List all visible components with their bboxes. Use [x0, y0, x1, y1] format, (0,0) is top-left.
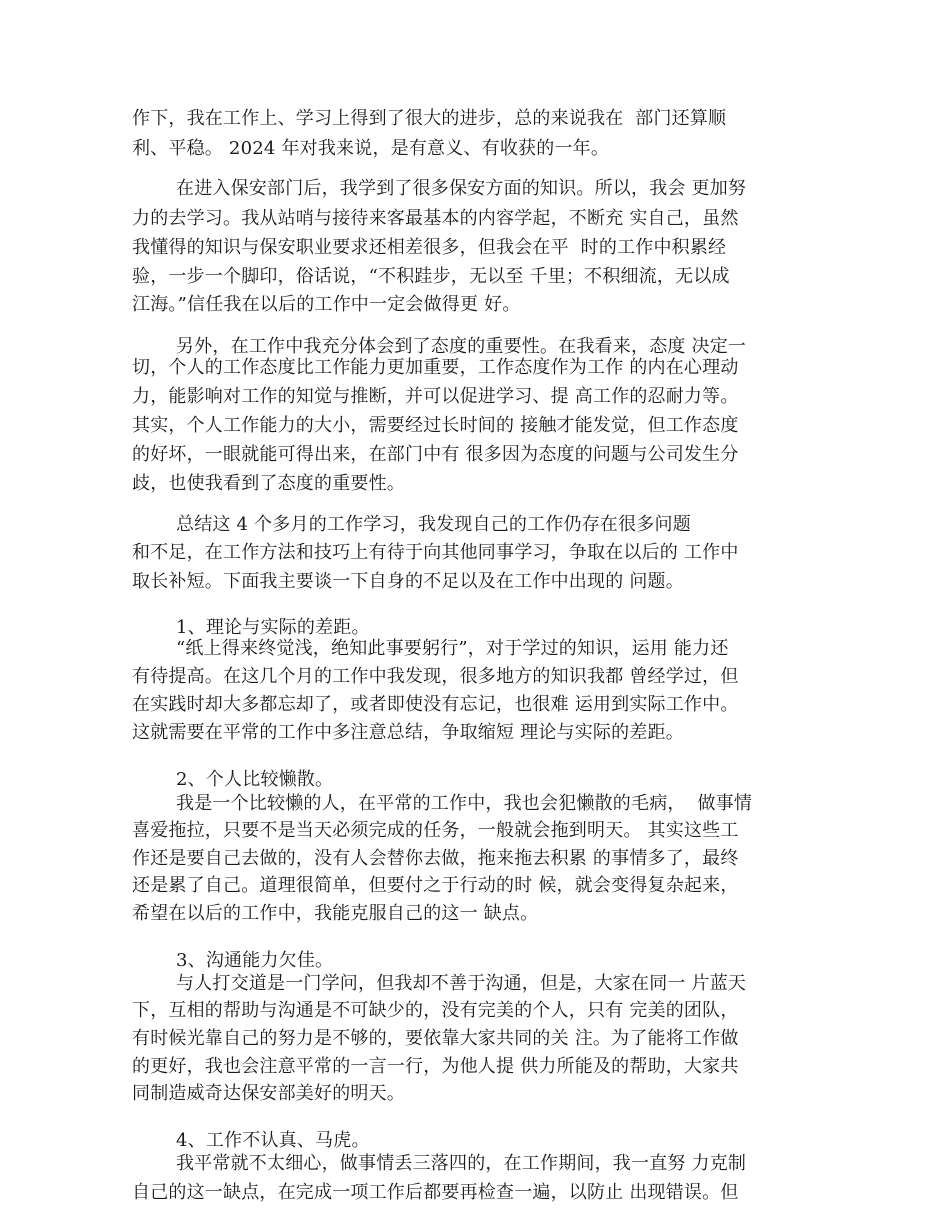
body-text-line: 希望在以后的工作中，我能克服自己的这一 缺点。 [132, 903, 539, 924]
body-text-line: 切，个人的工作态度比工作能力更加重要，工作态度作为工作 的内在心理动 [132, 357, 739, 378]
body-text-line: 还是累了自己。道理很简单，但要付之于行动的时 候，就会变得复杂起来， [132, 875, 739, 896]
body-text-line: 其实，个人工作能力的大小，需要经过长时间的 接触才能发觉，但工作态度 [132, 415, 739, 436]
body-text-line: 在进入保安部门后，我学到了很多保安方面的知识。所以，我会 更加努 [176, 178, 747, 199]
body-text-line: 利、平稳。 2024 年对我来说，是有意义、有收获的一年。 [132, 138, 610, 159]
body-text-line: 在实践时却大多都忘却了，或者即使没有忘记，也很难 运用到实际工作中。 [132, 694, 739, 715]
body-text-line: 力的去学习。我从站哨与接待来客最基本的内容学起，不断充 实自己，虽然 [132, 208, 739, 229]
body-text-line: 喜爱拖拉，只要不是当天必须完成的任务，一般就会拖到明天。 其实这些工 [132, 820, 739, 841]
body-text-line: 的更好，我也会注意平常的一言一行，为他人提 供力所能及的帮助，大家共 [132, 1056, 739, 1077]
body-text-line: 我懂得的知识与保安职业要求还相差很多，但我会在平 时的工作中积累经 [132, 237, 727, 258]
body-text-line: 江海。”信任我在以后的工作中一定会做得更 好。 [132, 294, 521, 315]
body-text-line: 另外，在工作中我充分体会到了态度的重要性。在我看来，态度 决定一 [176, 336, 747, 357]
body-text-line: 和不足，在工作方法和技巧上有待于向其他同事学习，争取在以后的 工作中 [132, 542, 739, 563]
section-heading: 3、沟通能力欠佳。 [176, 950, 334, 971]
body-text-line: 验，一步一个脚印，俗话说，“不积跬步，无以至 千里；不积细流，无以成 [132, 266, 730, 287]
body-text-line: 歧，也使我看到了态度的重要性。 [132, 473, 405, 494]
section-heading: 4、工作不认真、马虎。 [176, 1130, 370, 1151]
body-text-line: 我平常就不太细心，做事情丢三落四的，在工作期间，我一直努 力克制 [176, 1153, 747, 1174]
body-text-line: 总结这 4 个多月的工作学习，我发现自己的工作仍存在很多问题 [176, 514, 691, 535]
section-heading: 2、个人比较懒散。 [176, 769, 334, 790]
body-text-line: 作还是要自己去做的，没有人会替你去做，拖来拖去积累 的事情多了，最终 [132, 848, 739, 869]
body-text-line: 作下，我在工作上、学习上得到了很大的进步，总的来说我在 部门还算顺 [132, 108, 727, 129]
body-text-line: 的好坏，一眼就能可得出来，在部门中有 很多因为态度的问题与公司发生分 [132, 444, 739, 465]
body-text-line: 同制造威奇达保安部美好的明天。 [132, 1083, 405, 1104]
body-text-line: 有时候光靠自己的努力是不够的，要依靠大家共同的关 注。为了能将工作做 [132, 1028, 739, 1049]
body-text-line: 我是一个比较懒的人，在平常的工作中，我也会犯懒散的毛病， 做事情 [176, 793, 753, 814]
body-text-line: 力，能影响对工作的知觉与推断，并可以促进学习、提 高工作的忍耐力等。 [132, 386, 739, 407]
body-text-line: 自己的这一缺点，在完成一项工作后都要再检查一遍，以防止 出现错误。但 [132, 1182, 739, 1203]
body-text-line: 有待提高。在这几个月的工作中我发现，很多地方的知识我都 曾经学过，但 [132, 666, 739, 687]
body-text-line: 下，互相的帮助与沟通是不可缺少的，没有完美的个人，只有 完美的团队， [132, 1000, 739, 1021]
section-heading: 1、理论与实际的差距。 [176, 617, 370, 638]
body-text-line: 这就需要在平常的工作中多注意总结，争取缩短 理论与实际的差距。 [132, 722, 684, 743]
body-text-line: “纸上得来终觉浅，绝知此事要躬行”，对于学过的知识，运用 能力还 [176, 638, 729, 659]
body-text-line: 与人打交道是一门学问，但我却不善于沟通，但是，大家在同一 片蓝天 [176, 973, 747, 994]
body-text-line: 取长补短。下面我主要谈一下自身的不足以及在工作中出现的 问题。 [132, 571, 684, 592]
